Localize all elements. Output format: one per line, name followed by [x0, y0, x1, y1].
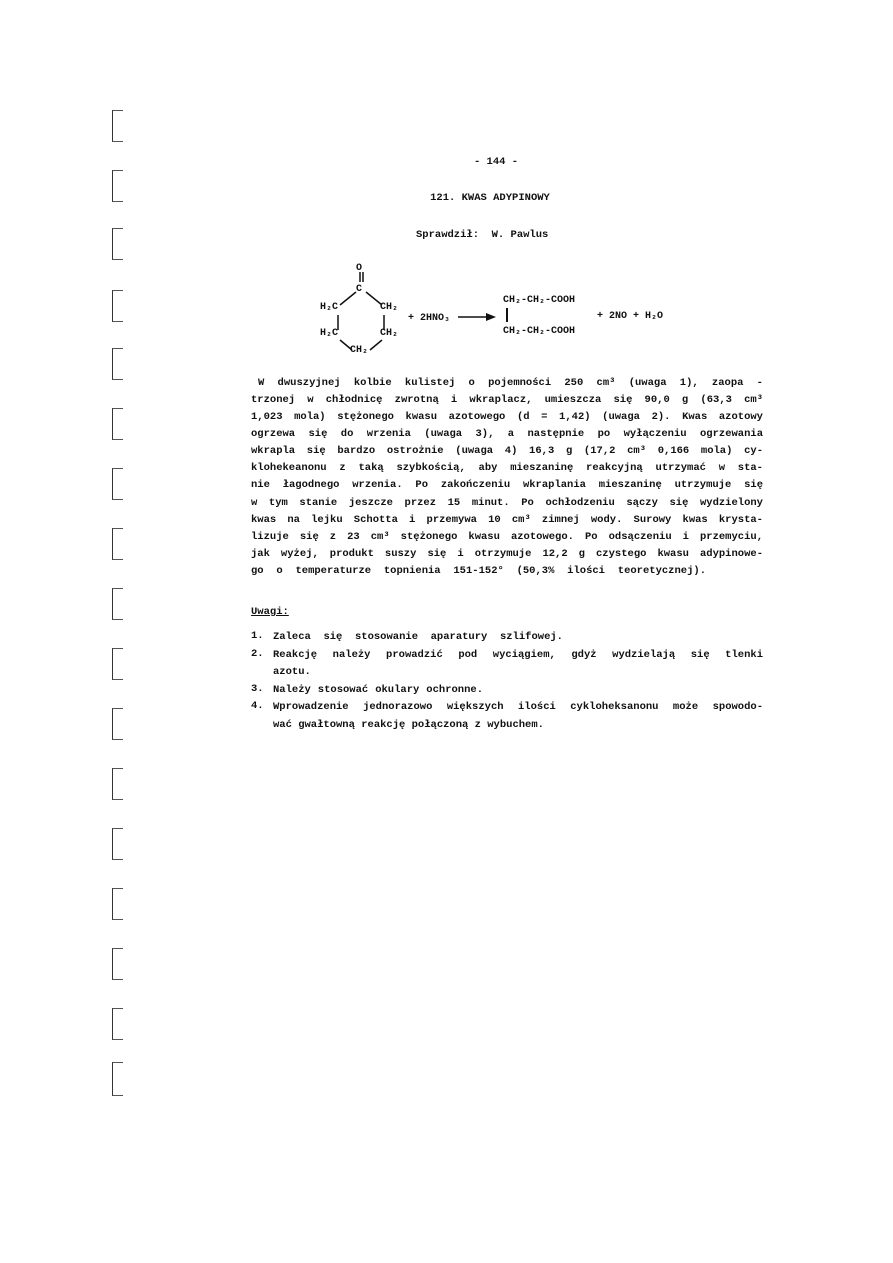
- page-number: - 144 -: [473, 156, 519, 168]
- body-line: jak wyżej, produkt suszy się i otrzymuje 12,2 g czystego kwasu adypinowe-: [251, 548, 763, 560]
- note-text: Reakcję należy prowadzić pod wyciągiem, gdyż wydzielają się tlenki: [273, 649, 763, 661]
- binding-mark: [112, 290, 123, 322]
- author-label: Sprawdził:: [416, 229, 480, 241]
- binding-mark: [112, 588, 123, 620]
- body-line: lizuje się z 23 cm³ stężonego kwasu azotowego. Po odsączeniu i przemyciu,: [251, 531, 763, 543]
- binding-mark: [112, 948, 123, 980]
- binding-mark: [112, 468, 123, 500]
- binding-mark: [112, 408, 123, 440]
- binding-mark: [112, 170, 123, 202]
- binding-mark: [112, 528, 123, 560]
- note-text: Należy stosować okulary ochronne.: [273, 684, 483, 696]
- note-text-cont: azotu.: [273, 666, 311, 678]
- body-line: kwas na lejku Schotta i przemywa 10 cm³ zimnej wody. Surowy kwas krysta-: [251, 514, 763, 526]
- body-line: ogrzewa się do wrzenia (uwaga 3), a następnie po wyłączeniu ogrzewania: [251, 428, 763, 440]
- binding-mark: [112, 110, 123, 142]
- body-line: wkrapla się bardzo ostrożnie (uwaga 4) 16,3 g (17,2 cm³ 0,166 mola) cy-: [251, 445, 763, 457]
- binding-mark: [112, 1062, 123, 1096]
- note-number: 3.: [251, 683, 264, 695]
- ring-ch2-1: CH₂: [380, 302, 399, 313]
- note-number: 2.: [251, 648, 264, 660]
- binding-mark: [112, 828, 123, 860]
- product-chain-top: CH₂-CH₂-COOH: [503, 295, 576, 306]
- binding-mark: [112, 888, 123, 920]
- reaction-arrow-icon: [458, 312, 496, 322]
- body-line: 1,023 mola) stężonego kwasu azotowego (d = 1,42) (uwaga 2). Kwas azotowy: [251, 411, 763, 423]
- carbonyl-carbon: C: [356, 284, 363, 295]
- binding-mark: [112, 768, 123, 800]
- ring-ch2-bottom: CH₂: [350, 345, 369, 356]
- binding-mark: [112, 348, 123, 380]
- binding-mark: [112, 708, 123, 740]
- note-number: 1.: [251, 630, 264, 642]
- author-line: [416, 229, 548, 241]
- byproducts: + 2NO + H₂O: [597, 311, 664, 322]
- body-line: nie łagodnego wrzenia. Po zakończeniu wkraplania mieszaninę utrzymuje się: [251, 479, 763, 491]
- oxygen-atom: O: [356, 263, 363, 274]
- note-text-cont: wać gwałtowną reakcję połączoną z wybuchem.: [273, 719, 544, 731]
- body-line: W dwuszyjnej kolbie kulistej o pojemności 250 cm³ (uwaga 1), zaopa -: [258, 377, 763, 389]
- note-text: Zaleca się stosowanie aparatury szlifowej.: [273, 631, 563, 643]
- note-text: Wprowadzenie jednorazowo większych ilości cykloheksanonu może spowodo-: [273, 701, 763, 713]
- ring-h2c-1: H₂C: [320, 302, 339, 313]
- product-chain-bottom: CH₂-CH₂-COOH: [503, 326, 576, 337]
- product-bond: [506, 308, 508, 322]
- body-line: go o temperaturze topnienia 151-152° (50,3% ilości teoretycznej).: [251, 565, 706, 577]
- binding-mark: [112, 648, 123, 680]
- body-line: trzonej w chłodnicę zwrotną i wkraplacz, umieszcza się 90,0 g (63,3 cm³: [251, 394, 763, 406]
- nitric-acid-reagent: + 2HNO₃: [408, 313, 451, 324]
- ring-h2c-2: H₂C: [320, 328, 339, 339]
- body-line: w tym stanie jeszcze przez 15 minut. Po ochłodzeniu sączy się wydzielony: [251, 497, 763, 509]
- ring-ch2-2: CH₂: [380, 328, 399, 339]
- binding-mark: [112, 1008, 123, 1040]
- binding-mark: [112, 228, 123, 260]
- author-name: W. Pawlus: [491, 229, 549, 241]
- note-number: 4.: [251, 700, 264, 712]
- page-title: 121. KWAS ADYPINOWY: [430, 192, 550, 204]
- notes-heading: Uwagi:: [251, 606, 289, 618]
- body-line: klohekeanonu z taką szybkością, aby mieszaninę reakcyjną utrzymać w sta-: [251, 462, 763, 474]
